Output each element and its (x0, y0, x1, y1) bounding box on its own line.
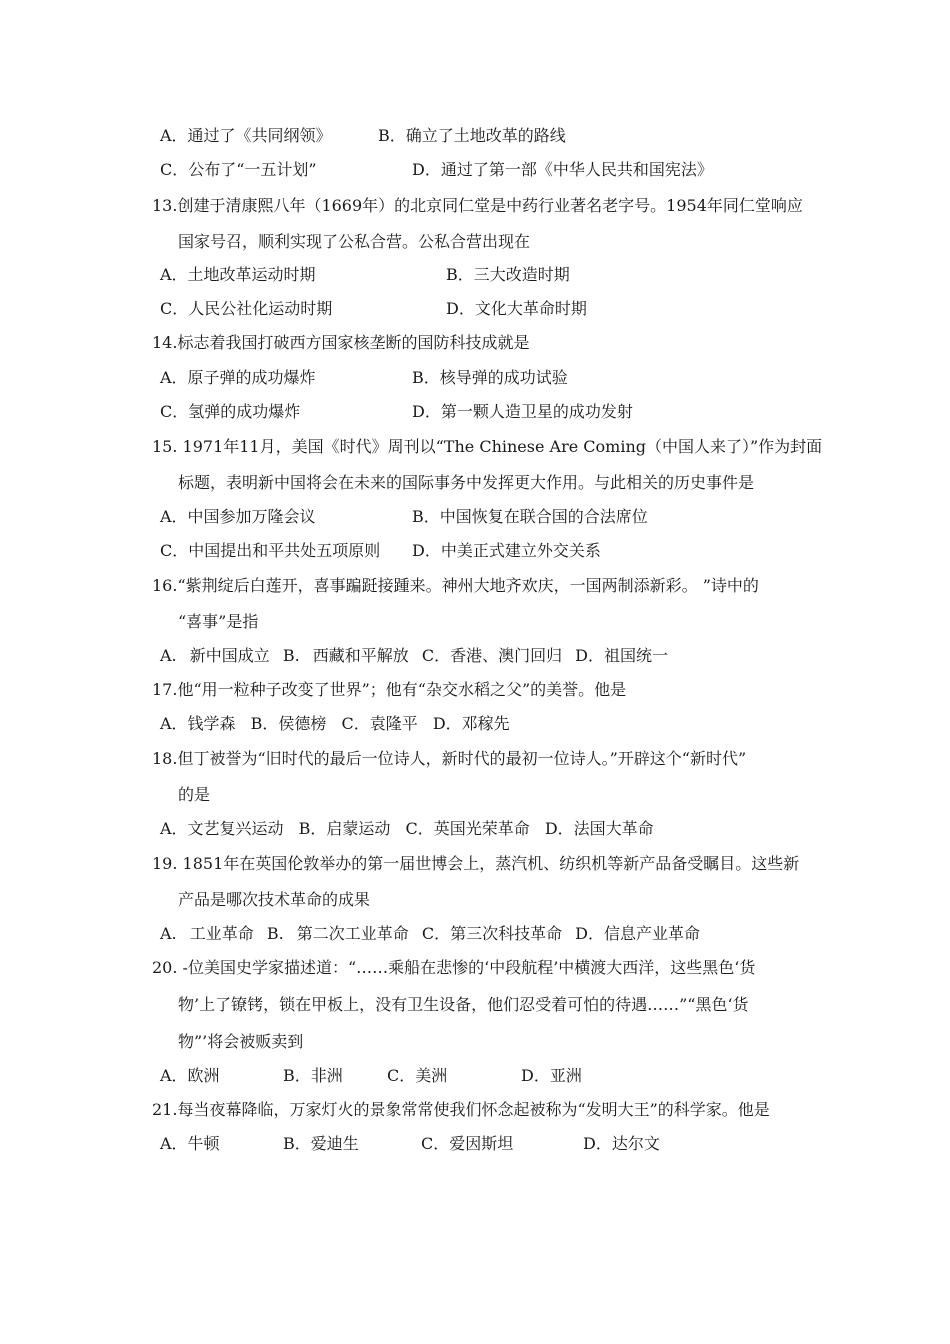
q19-options: A. 工业革命 B. 第二次工业革命 C．第三次科技革命 D．信息产业革命 (160, 924, 700, 943)
q18-options: A．文艺复兴运动 B．启蒙运动 C．英国光荣革命 D．法国大革命 (160, 819, 654, 838)
q20-option-b: B．非洲 (283, 1066, 343, 1085)
q20-stem-line-2: 物’上了镣铐，锁在甲板上，没有卫生设备，他们忍受着可怕的待遇……”“黑色‘货 (178, 995, 749, 1014)
q18-stem-line-2: 的是 (178, 785, 211, 804)
q13-stem-line-1: 13.创建于清康熙八年（1669年）的北京同仁堂是中药行业著名老字号。1954年同仁堂响应 (152, 196, 803, 215)
q13-stem-line-2: 国家号召，顺利实现了公私合营。公私合营出现在 (178, 232, 531, 251)
q13-option-c: C．人民公社化运动时期 (160, 299, 333, 318)
q15-option-a: A．中国参加万隆会议 (160, 507, 316, 526)
q12-option-c: C．公布了“一五计划” (160, 160, 317, 179)
q20-stem-line-3: 物”’将会被贩卖到 (178, 1032, 304, 1051)
q21-option-c: C．爱因斯坦 (421, 1134, 514, 1153)
q21-stem-line-1: 21.每当夜幕降临，万家灯火的景象常常使我们怀念起被称为“发明大王”的科学家。他是 (152, 1100, 770, 1119)
q14-stem-line-1: 14.标志着我国打破西方国家核垄断的国防科技成就是 (152, 333, 530, 352)
q16-options: A. 新中国成立 B. 西藏和平解放 C．香港、澳门回归 D．祖国统一 (160, 646, 668, 665)
q16-stem-line-1: 16.“紫荆绽后白莲开，喜事蹁跹接踵来。神州大地齐欢庆，一国两制添新彩。 ”诗中的 (152, 576, 759, 595)
q18-stem-line-1: 18.但丁被誉为“旧时代的最后一位诗人，新时代的最初一位诗人。”开辟这个“新时代” (152, 749, 747, 768)
q12-option-d: D．通过了第一部《中华人民共和国宪法》 (412, 160, 713, 179)
q12-option-a: A．通过了《共同纲领》 (160, 126, 332, 145)
q14-option-c: C．氢弹的成功爆炸 (160, 402, 301, 421)
q19-stem-line-2: 产品是哪次技术革命的成果 (178, 890, 371, 909)
q15-stem-line-1: 15. 1971年11月，美国《时代》周刊以“The Chinese Are Coming（中国人来了）”作为封面 (152, 437, 823, 456)
q13-option-d: D．文化大革命时期 (446, 299, 587, 318)
q20-option-d: D．亚洲 (521, 1066, 582, 1085)
q15-option-d: D．中美正式建立外交关系 (412, 541, 601, 560)
q20-stem-line-1: 20. -位美国史学家描述道：“……乘船在悲惨的‘中段航程’中横渡大西洋，这些黑色‘货 (152, 958, 756, 977)
q21-option-d: D．达尔文 (583, 1134, 660, 1153)
q15-stem-line-2: 标题，表明新中国将会在未来的国际事务中发挥更大作用。与此相关的历史事件是 (178, 473, 755, 492)
q15-option-c: C．中国提出和平共处五项原则 (160, 541, 381, 560)
q14-option-d: D．第一颗人造卫星的成功发射 (412, 402, 633, 421)
q21-option-a: A．牛顿 (160, 1134, 220, 1153)
q19-stem-line-1: 19. 1851年在英国伦敦举办的第一届世博会上，蒸汽机、纺织机等新产品备受瞩目。这些新 (152, 854, 800, 873)
q13-option-b: B．三大改造时期 (446, 265, 570, 284)
q13-option-a: A．土地改革运动时期 (160, 265, 316, 284)
q17-stem-line-1: 17.他“用一粒种子改变了世界”；他有“杂交水稻之父”的美誉。他是 (152, 680, 627, 699)
q14-option-b: B．核导弹的成功试验 (412, 368, 568, 387)
q15-option-b: B．中国恢复在联合国的合法席位 (412, 507, 648, 526)
q21-option-b: B．爱迪生 (283, 1134, 359, 1153)
q17-options: A．钱学森 B．侯德榜 C．袁隆平 D．邓稼先 (160, 714, 510, 733)
q16-stem-line-2: “喜事”是指 (178, 612, 259, 631)
q20-option-c: C．美洲 (387, 1066, 448, 1085)
q12-option-b: B．确立了土地改革的路线 (378, 126, 566, 145)
q20-option-a: A．欧洲 (160, 1066, 220, 1085)
q14-option-a: A．原子弹的成功爆炸 (160, 368, 316, 387)
